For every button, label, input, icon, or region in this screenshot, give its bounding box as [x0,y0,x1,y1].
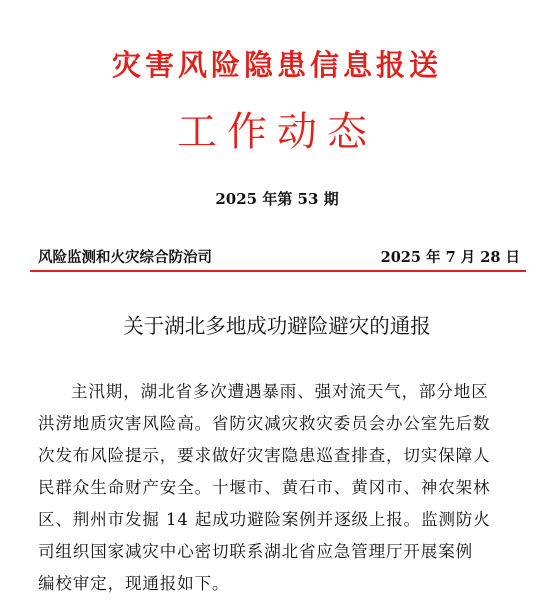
body-line: 民群众生命财产安全。十堰市、黄石市、黄冈市、神农架林 [38,478,491,497]
masthead-title: 灾害风险隐患信息报送 [111,48,442,82]
red-divider [30,270,526,272]
body-line: 区、荆州市发掘 14 起成功避险案例并逐级上报。监测防火 [38,510,491,529]
body-line: 洪涝地质灾害风险高。省防灾减灾救灾委员会办公室先后数 [38,414,491,433]
issuing-department: 风险监测和火灾综合防治司 [38,249,212,266]
document-meta [38,249,520,266]
body-line: 主汛期，湖北省多次遭遇暴雨、强对流天气，部分地区 [71,382,489,401]
issue-date: 2025 年 7 月 28 日 [380,249,520,266]
body-line: 次发布风险提示，要求做好灾害隐患巡查排查，切实保障人 [38,446,491,465]
body-line: 编校审定，现通报如下。 [38,574,230,593]
body-line: 司组织国家减灾中心密切联系湖北省应急管理厅开展案例 [38,542,473,561]
notice-title: 关于湖北多地成功避险避灾的通报 [123,314,431,338]
notice-body [38,376,522,600]
issue-number: 2025 年第 53 期 [215,190,339,208]
masthead-subtitle: 工作动态 [177,109,377,155]
